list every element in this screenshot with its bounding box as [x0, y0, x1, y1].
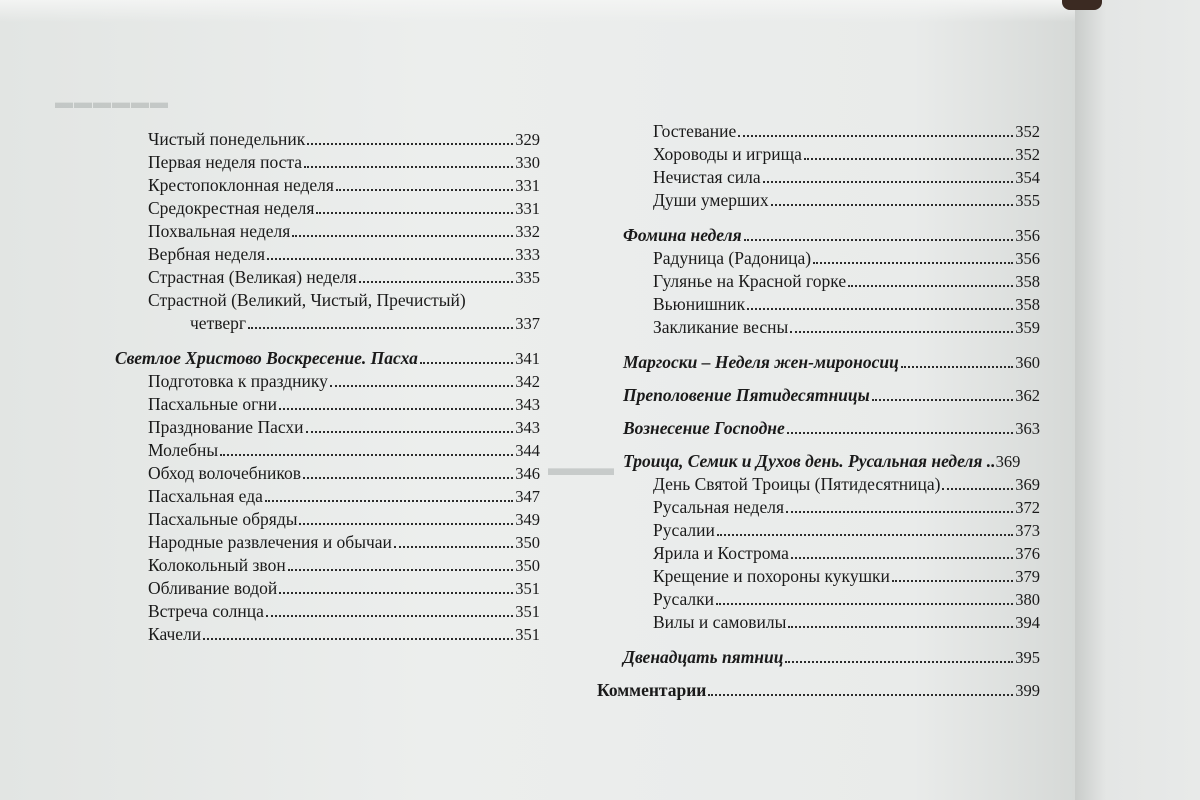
toc-entry[interactable]	[115, 485, 540, 508]
toc-entry-title: Качели	[148, 624, 202, 644]
page-top-edge	[0, 0, 1075, 22]
toc-entry-page: 329	[515, 130, 540, 149]
toc-section[interactable]	[597, 384, 1040, 407]
toc-entry-page: 395	[1015, 648, 1040, 667]
bookmark-ribbon	[1062, 0, 1102, 10]
toc-entry-title: Радуница (Радоница)	[653, 248, 812, 268]
toc-entry-page: 349	[515, 510, 540, 529]
leader-dots	[336, 189, 513, 191]
leader-dots	[265, 500, 513, 502]
leader-dots	[292, 235, 513, 237]
toc-entry-page: 356	[1015, 249, 1040, 268]
toc-entry-page: 333	[515, 245, 540, 264]
toc-section[interactable]	[597, 224, 1040, 247]
toc-section-title: Комментарии	[597, 680, 707, 700]
leader-dots	[848, 285, 1013, 287]
leader-dots	[763, 181, 1014, 183]
toc-entry-page: 369	[995, 452, 1021, 471]
toc-entry-page: 335	[515, 268, 540, 287]
toc-entry-page: 380	[1015, 590, 1040, 609]
toc-entry-page: 363	[1015, 419, 1040, 438]
toc-entry-title: Колокольный звон	[148, 555, 286, 575]
toc-entry-title: Русальная неделя	[653, 497, 785, 517]
toc-entry[interactable]	[597, 473, 1040, 496]
book-page-right	[1075, 0, 1200, 800]
toc-entry-title: Души умерших	[653, 190, 769, 210]
leader-dots	[267, 258, 513, 260]
toc-entry-title: Крестопоклонная неделя	[148, 175, 334, 195]
toc-entry-title: Празднование Пасхи	[148, 417, 304, 437]
toc-entry-page: 346	[515, 464, 540, 483]
toc-entry[interactable]	[115, 439, 540, 462]
toc-entry-page: 394	[1015, 613, 1040, 632]
toc-entry-page: 376	[1015, 544, 1040, 563]
toc-entry-title: День Святой Троицы (Пятидесятница)	[653, 474, 941, 494]
toc-entry[interactable]	[115, 577, 540, 600]
toc-entry-page: 343	[515, 418, 540, 437]
toc-top-section[interactable]	[597, 679, 1040, 702]
leader-dots	[266, 615, 513, 617]
toc-entry-page: 379	[1015, 567, 1040, 586]
toc-entry-title: Пасхальная еда	[148, 486, 263, 506]
toc-section-title: Светлое Христово Воскресение. Пасха	[115, 348, 418, 368]
toc-entry-page: 356	[1015, 226, 1040, 245]
toc-entry-page: 350	[515, 556, 540, 575]
toc-entry-page: 342	[515, 372, 540, 391]
toc-entry-title: Пасхальные обряды	[148, 509, 298, 529]
toc-section-title: Троица, Семик и Духов день. Русальная неделя ..	[623, 451, 996, 471]
toc-entry-page: 351	[515, 579, 540, 598]
toc-entry-page: 360	[1015, 353, 1040, 372]
toc-section-title: Фомина неделя	[623, 225, 742, 245]
leader-dots	[791, 557, 1013, 559]
toc-entry[interactable]	[115, 266, 540, 289]
toc-entry[interactable]	[115, 197, 540, 220]
toc-entry-title: Страстная (Великая) неделя	[148, 267, 357, 287]
leader-dots	[299, 523, 513, 525]
leader-dots	[787, 432, 1013, 434]
toc-entry[interactable]	[597, 542, 1040, 565]
toc-entry-title: Первая неделя поста	[148, 152, 303, 172]
leader-dots	[306, 431, 514, 433]
toc-entry-page: 351	[515, 602, 540, 621]
toc-entry-page: 355	[1015, 191, 1040, 210]
leader-dots	[330, 385, 513, 387]
toc-entry-page: 372	[1015, 498, 1040, 517]
leader-dots	[813, 262, 1013, 264]
toc-entry-title: Обход волочебников	[148, 463, 302, 483]
toc-entry-title: Народные развлечения и обычаи	[148, 532, 392, 552]
toc-section-title: Преполовение Пятидесятницы	[623, 385, 870, 405]
toc-entry-page: 332	[515, 222, 540, 241]
leader-dots	[738, 135, 1013, 137]
toc-entry[interactable]	[115, 370, 540, 393]
toc-section[interactable]	[597, 417, 1040, 440]
leader-dots	[279, 592, 513, 594]
toc-entry[interactable]	[115, 600, 540, 623]
toc-entry-title: Средокрестная неделя	[148, 198, 315, 218]
toc-section[interactable]	[597, 450, 1040, 473]
toc-entry-page: 352	[1015, 145, 1040, 164]
toc-section[interactable]	[597, 646, 1040, 669]
toc-entry-title: Похвальная неделя	[148, 221, 291, 241]
toc-entry-page: 352	[1015, 122, 1040, 141]
toc-entry-title: Хороводы и игрища	[653, 144, 802, 164]
toc-right-column	[597, 120, 1040, 702]
toc-entry[interactable]	[115, 289, 540, 312]
toc-entry[interactable]	[597, 588, 1040, 611]
toc-entry-page: 399	[1015, 681, 1040, 700]
leader-dots	[785, 661, 1013, 663]
toc-entry[interactable]	[115, 128, 540, 151]
toc-entry[interactable]	[115, 554, 540, 577]
toc-entry-page: 331	[515, 199, 540, 218]
toc-entry-title: Подготовка к празднику	[148, 371, 328, 391]
toc-entry-page: 350	[515, 533, 540, 552]
bleed-through-text: ▬▬▬▬▬▬	[55, 92, 169, 112]
toc-entry-title: четверг	[190, 313, 247, 333]
leader-dots	[716, 603, 1013, 605]
toc-entry-page: 351	[515, 625, 540, 644]
leader-dots	[248, 327, 513, 329]
toc-section[interactable]	[597, 351, 1040, 374]
toc-entry[interactable]	[597, 316, 1040, 339]
leader-dots	[872, 399, 1013, 401]
toc-entry-title: Крещение и похороны кукушки	[653, 566, 890, 586]
leader-dots	[203, 638, 513, 640]
leader-dots	[747, 308, 1013, 310]
toc-entry-title: Нечистая сила	[653, 167, 761, 187]
leader-dots	[892, 580, 1013, 582]
leader-dots	[316, 212, 513, 214]
toc-entry-page: 343	[515, 395, 540, 414]
toc-entry[interactable]	[597, 247, 1040, 270]
leader-dots	[394, 546, 513, 548]
toc-section[interactable]	[115, 347, 540, 370]
toc-entry[interactable]	[597, 270, 1040, 293]
toc-entry[interactable]	[597, 143, 1040, 166]
toc-entry[interactable]	[597, 293, 1040, 316]
toc-entry[interactable]	[115, 531, 540, 554]
toc-entry[interactable]	[597, 565, 1040, 588]
leader-dots	[307, 143, 513, 145]
toc-entry-page: 330	[515, 153, 540, 172]
toc-entry-title: Русалки	[653, 589, 714, 609]
toc-entry-title: Молебны	[148, 440, 219, 460]
toc-left-column	[115, 128, 540, 646]
toc-entry-page: 341	[515, 349, 540, 368]
toc-section-title: Вознесение Господне	[623, 418, 785, 438]
toc-entry[interactable]	[115, 462, 540, 485]
toc-entry-title: Встреча солнца	[148, 601, 264, 621]
toc-entry-title: Вилы и самовилы	[653, 612, 787, 632]
toc-entry-page: 358	[1015, 295, 1040, 314]
leader-dots	[786, 511, 1013, 513]
toc-entry-title: Обливание водой	[148, 578, 278, 598]
leader-dots	[220, 454, 513, 456]
toc-entry-title: Гостевание	[653, 121, 737, 141]
leader-dots	[279, 408, 513, 410]
leader-dots	[359, 281, 513, 283]
leader-dots	[901, 366, 1013, 368]
toc-entry-title: Пасхальные огни	[148, 394, 278, 414]
toc-entry-title: Вьюнишник	[653, 294, 746, 314]
toc-entry-page: 347	[515, 487, 540, 506]
leader-dots	[942, 488, 1013, 490]
toc-entry[interactable]	[597, 120, 1040, 143]
leader-dots	[304, 166, 513, 168]
toc-entry-page: 369	[1015, 475, 1040, 494]
bleed-through-text: ▬▬▬	[548, 455, 614, 480]
leader-dots	[771, 204, 1014, 206]
leader-dots	[790, 331, 1013, 333]
toc-entry-title: Закликание весны	[653, 317, 789, 337]
toc-entry-title: Ярила и Кострома	[653, 543, 789, 563]
toc-entry[interactable]	[115, 508, 540, 531]
toc-entry[interactable]	[115, 174, 540, 197]
toc-section-title: Маргоски – Неделя жен-мироносиц	[623, 352, 899, 372]
toc-entry-title: Гулянье на Красной горке	[653, 271, 847, 291]
leader-dots	[420, 362, 513, 364]
toc-entry-page: 354	[1015, 168, 1040, 187]
leader-dots	[744, 239, 1014, 241]
toc-entry-page: 373	[1015, 521, 1040, 540]
toc-entry[interactable]	[115, 393, 540, 416]
toc-entry[interactable]	[597, 519, 1040, 542]
toc-entry-title: Страстной (Великий, Чистый, Пречистый)	[148, 290, 466, 310]
toc-entry-continuation[interactable]	[115, 312, 540, 335]
toc-entry[interactable]	[597, 496, 1040, 519]
toc-entry[interactable]	[115, 243, 540, 266]
toc-entry-page: 331	[515, 176, 540, 195]
toc-entry[interactable]	[597, 166, 1040, 189]
toc-entry[interactable]	[597, 189, 1040, 212]
toc-entry-page: 344	[515, 441, 540, 460]
toc-entry-title: Русалии	[653, 520, 715, 540]
leader-dots	[788, 626, 1013, 628]
toc-entry[interactable]	[597, 611, 1040, 634]
toc-entry[interactable]	[115, 623, 540, 646]
leader-dots	[303, 477, 513, 479]
toc-entry[interactable]	[115, 151, 540, 174]
toc-entry-page: 362	[1015, 386, 1040, 405]
leader-dots	[717, 534, 1013, 536]
toc-entry-title: Чистый понедельник	[148, 129, 306, 149]
toc-entry-page: 358	[1015, 272, 1040, 291]
toc-entry-title: Вербная неделя	[148, 244, 266, 264]
toc-entry-page: 337	[515, 314, 540, 333]
leader-dots	[288, 569, 514, 571]
toc-entry[interactable]	[115, 416, 540, 439]
toc-section-title: Двенадцать пятниц	[623, 647, 784, 667]
toc-entry-page: 359	[1015, 318, 1040, 337]
leader-dots	[804, 158, 1013, 160]
toc-entry[interactable]	[115, 220, 540, 243]
leader-dots	[708, 694, 1013, 696]
